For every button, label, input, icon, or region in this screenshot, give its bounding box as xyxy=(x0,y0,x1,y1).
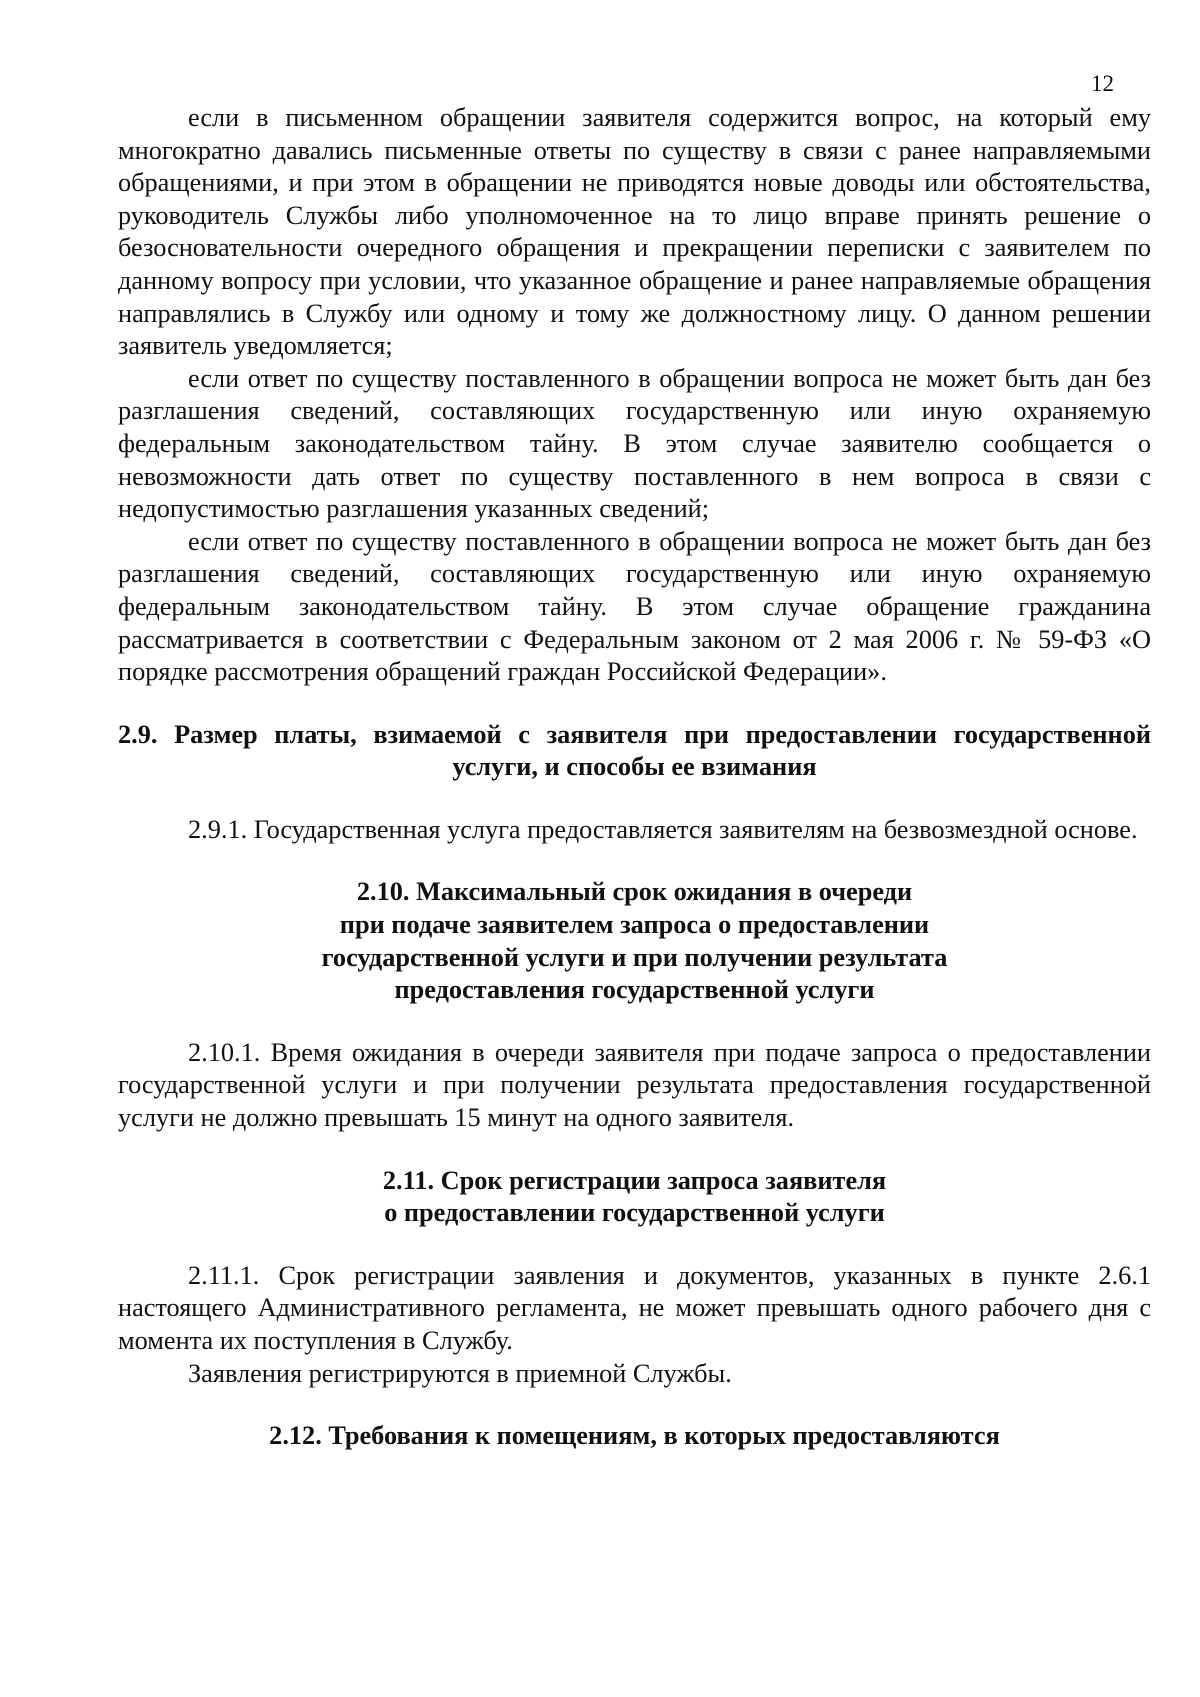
paragraph: если в письменном обращении заявителя содержится вопрос, на который ему многократно давались письменные ответы по существу в связи с ранее направляемыми обращениями, и при этом в обращении не приводятся новые доводы или обстоятельства, руководитель Службы либо уполномоченное на то лицо вправе принять решение о безосновательности очередного обращения и прекращении переписки с заявителем по данному вопросу при условии, что указанное обращение и ранее направляемые обращения направлялись в Службу или одному и тому же должностному лицу. О данном решении заявитель уведомляется; xyxy=(118,103,1151,361)
heading-line: услуги, и способы ее взимания xyxy=(452,752,817,782)
section-heading-2-12 xyxy=(118,1420,1151,1453)
heading-line: 2.11. Срок регистрации запроса заявителя xyxy=(382,1165,887,1195)
heading-line: 2.9. Размер платы, взимаемой с заявителя при предоставлении государственной xyxy=(118,719,1151,749)
paragraph: 2.9.1. Государственная услуга предоставляется заявителям на безвозмездной основе. xyxy=(188,814,1138,844)
section-heading-2-9 xyxy=(118,719,1151,784)
document-body xyxy=(118,102,1151,1453)
section-heading-2-10 xyxy=(118,876,1151,1006)
paragraph: если ответ по существу поставленного в обращении вопроса не может быть дан без разглашения сведений, составляющих государственную или иную охраняемую федеральным законодательством тайну. В этом случае заявителю сообщается о невозможности дать ответ по существу поставленного в нем вопроса в связи с недопустимостью разглашения указанных сведений; xyxy=(118,363,1151,524)
paragraph: Заявления регистрируются в приемной Службы. xyxy=(188,1358,732,1388)
heading-line: государственной услуги и при получении результата xyxy=(321,942,948,972)
paragraph: 2.11.1. Срок регистрации заявления и документов, указанных в пункте 2.6.1 настоящего Административного регламента, не может превышать одного рабочего дня с момента их поступления в Службу. xyxy=(118,1260,1151,1355)
section-heading-2-11 xyxy=(118,1165,1151,1230)
heading-line: предоставления государственной услуги xyxy=(394,975,875,1005)
page-number: 12 xyxy=(1091,71,1114,96)
heading-line: 2.12. Требования к помещениям, в которых предоставляются xyxy=(269,1421,1000,1451)
heading-line: о предоставлении государственной услуги xyxy=(384,1198,885,1228)
paragraph: 2.10.1. Время ожидания в очереди заявителя при подаче запроса о предоставлении государственной услуги и при получении результата предоставления государственной услуги не должно превышать 15 минут на одного заявителя. xyxy=(118,1037,1151,1133)
heading-line: при подаче заявителем запроса о предоставлении xyxy=(339,910,930,940)
paragraph: если ответ по существу поставленного в обращении вопроса не может быть дан без разглашения сведений, составляющих государственную или иную охраняемую федеральным законодательством тайну. В этом случае обращение гражданина рассматривается в соответствии с Федеральным законом от 2 мая 2006 г. № 59-ФЗ «О порядке рассмотрения обращений граждан Российской Федерации». xyxy=(118,526,1151,687)
heading-line: 2.10. Максимальный срок ожидания в очереди xyxy=(356,877,913,907)
